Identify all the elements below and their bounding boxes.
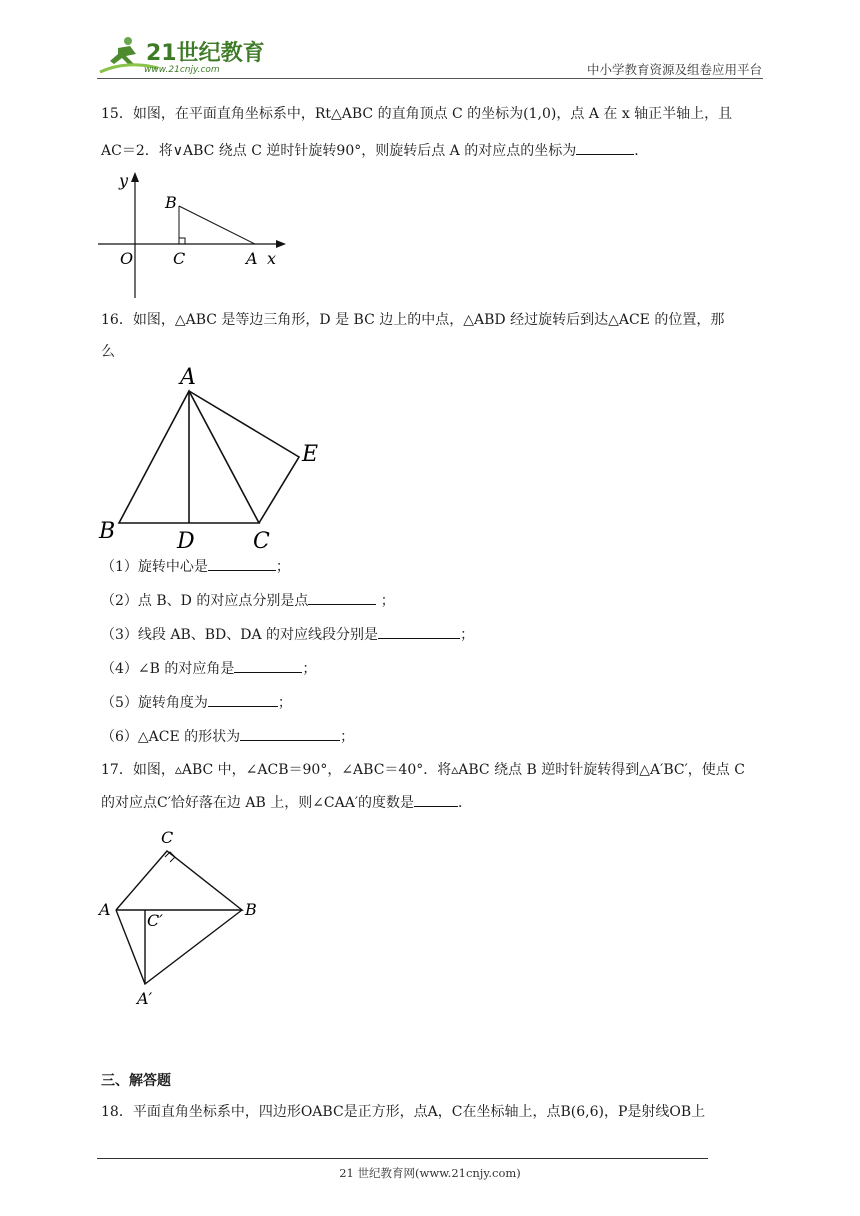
label-O: O (120, 249, 134, 268)
answer-blank[interactable] (414, 792, 458, 807)
header-divider (97, 78, 763, 79)
logo-text: 21世纪教育 (146, 41, 265, 66)
section-title: 三、解答题 (101, 1073, 171, 1089)
label-C-prime: C′ (147, 911, 163, 930)
q16-sub1: （1）旋转中心是 ； (101, 556, 290, 577)
label-A: A (180, 365, 196, 390)
label-D: D (177, 529, 195, 554)
q15-figure (95, 168, 295, 300)
q16-sub5: （5）旋转角度为 ； (101, 692, 292, 713)
answer-blank[interactable] (208, 556, 276, 571)
site-logo (96, 34, 266, 76)
header-platform-text: 中小学教育资源及组卷应用平台 (586, 62, 762, 77)
answer-blank[interactable] (234, 658, 302, 673)
footer-text: 21 世纪教育网(www.21cnjy.com) (339, 1166, 521, 1180)
q16-figure (95, 362, 335, 556)
q18-line1: 18．平面直角坐标系中，四边形OABC是正方形，点A，C在坐标轴上，点B(6,6)，P是射线OB上 (101, 1104, 706, 1120)
q16-line1: 16．如图，△ABC 是等边三角形，D 是 BC 边上的中点，△ABD 经过旋转后到达△ACE 的位置，那 (101, 312, 725, 328)
q17-line2: 的对应点C′恰好落在边 AB 上，则∠CAA′的度数是 ． (101, 792, 472, 813)
label-C: C (173, 249, 186, 268)
label-A-prime: A′ (137, 989, 153, 1008)
q17-figure (95, 826, 275, 1014)
q16-line2: 么 (101, 344, 115, 360)
label-B: B (99, 519, 116, 544)
label-A: A (246, 249, 258, 268)
label-x: x (267, 249, 277, 268)
q16-sub2: （2）点 B、D 的对应点分别是点 ； (101, 590, 395, 611)
answer-blank[interactable] (576, 140, 634, 155)
answer-blank[interactable] (208, 692, 278, 707)
q17-line1: 17．如图，▵ABC 中，∠ACB＝90°，∠ABC＝40°．将▵ABC 绕点 B 逆时针旋转得到△A′BC′，使点 C (101, 762, 745, 778)
answer-blank[interactable] (308, 590, 376, 605)
label-E: E (302, 442, 319, 467)
q16-sub4: （4）∠B 的对应角是 ； (101, 658, 316, 679)
q15-line1: 15．如图，在平面直角坐标系中，Rt△ABC 的直角顶点 C 的坐标为(1,0)，点 A 在 x 轴正半轴上，且 (101, 106, 733, 122)
label-B: B (245, 900, 257, 919)
q16-sub3: （3）线段 AB、BD、DA 的对应线段分别是 ； (101, 624, 474, 645)
answer-blank[interactable] (378, 624, 460, 639)
footer-divider (97, 1158, 708, 1159)
label-C: C (253, 529, 270, 554)
label-B: B (165, 193, 177, 212)
label-y: y (119, 171, 129, 190)
q16-sub6: （6）△ACE 的形状为 ； (101, 726, 354, 747)
label-A: A (99, 900, 111, 919)
q15-line2: AC＝2．将∨ABC 绕点 C 逆时针旋转90°，则旋转后点 A 的对应点的坐标为 ． (101, 140, 648, 161)
label-C: C (161, 828, 174, 847)
answer-blank[interactable] (240, 726, 340, 741)
logo-url: www.21cnjy.com (144, 65, 220, 75)
